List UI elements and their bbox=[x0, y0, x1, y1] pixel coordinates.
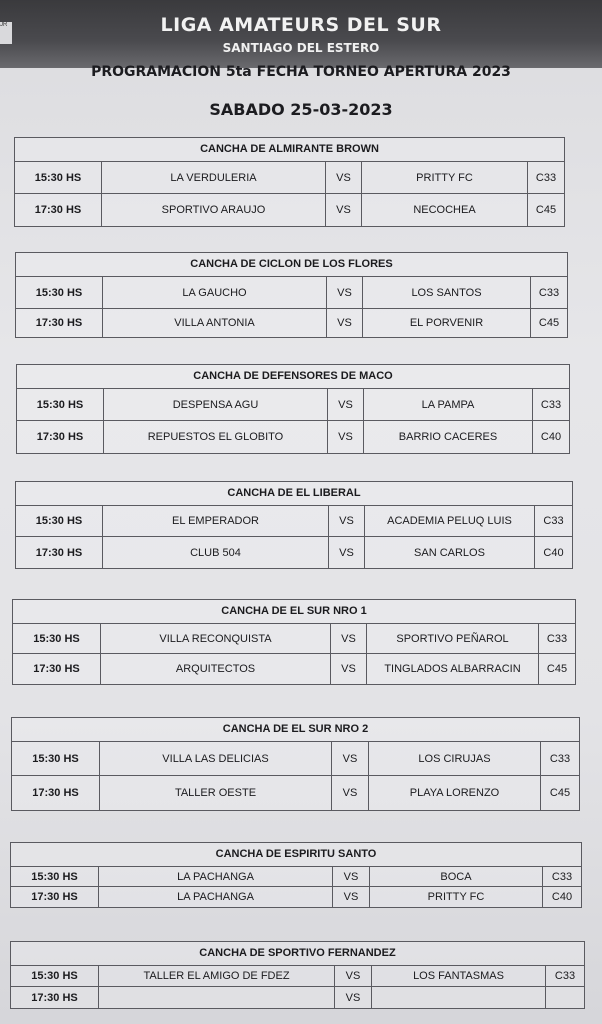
away-team: NECOCHEA bbox=[362, 194, 528, 226]
venue-block bbox=[12, 599, 576, 685]
home-team: LA GAUCHO bbox=[103, 277, 327, 308]
match-time: 17:30 HS bbox=[12, 776, 100, 810]
match-row bbox=[12, 776, 579, 810]
away-team: ACADEMIA PELUQ LUIS bbox=[365, 506, 535, 536]
match-time: 17:30 HS bbox=[16, 537, 103, 568]
program-title: PROGRAMACION 5ta FECHA TORNEO APERTURA 2023 bbox=[91, 64, 511, 80]
venue-block bbox=[16, 364, 570, 454]
match-row bbox=[11, 966, 584, 987]
home-team: SPORTIVO ARAUJO bbox=[102, 194, 326, 226]
venue-block bbox=[14, 137, 565, 227]
vs-label: VS bbox=[331, 624, 367, 653]
venue-title: CANCHA DE SPORTIVO FERNANDEZ bbox=[11, 942, 584, 966]
away-team: BARRIO CACERES bbox=[364, 421, 533, 453]
home-team: VILLA LAS DELICIAS bbox=[100, 742, 332, 775]
category: C33 bbox=[546, 632, 568, 645]
home-team: LA PACHANGA bbox=[99, 887, 333, 907]
match-row bbox=[16, 309, 567, 337]
date-title: SABADO 25-03-2023 bbox=[209, 100, 393, 119]
league-title: LIGA AMATEURS DEL SUR bbox=[160, 14, 442, 36]
category: C45 bbox=[535, 204, 557, 216]
match-time: 15:30 HS bbox=[16, 506, 103, 536]
match-time: 15:30 HS bbox=[11, 966, 99, 986]
category: C45 bbox=[538, 317, 560, 329]
match-time: 15:30 HS bbox=[13, 624, 101, 653]
away-team: PLAYA LORENZO bbox=[369, 776, 541, 810]
venue-block bbox=[10, 941, 585, 1009]
home-team: LA VERDULERIA bbox=[102, 162, 326, 193]
match-row bbox=[17, 389, 569, 421]
away-team: PRITTY FC bbox=[362, 162, 528, 193]
category: C33 bbox=[549, 752, 571, 765]
match-row bbox=[13, 624, 575, 654]
match-time: 17:30 HS bbox=[11, 987, 99, 1008]
venue-title: CANCHA DE EL LIBERAL bbox=[16, 482, 572, 506]
vs-label: VS bbox=[332, 742, 369, 775]
match-time: 15:30 HS bbox=[17, 389, 104, 420]
match-time: 17:30 HS bbox=[13, 654, 101, 684]
venue-block bbox=[10, 842, 582, 908]
away-team: SPORTIVO PEÑAROL bbox=[367, 624, 539, 653]
vs-label: VS bbox=[328, 421, 364, 453]
venue-block bbox=[11, 717, 580, 811]
home-team: TALLER OESTE bbox=[100, 776, 332, 810]
category: C33 bbox=[543, 515, 564, 527]
match-row bbox=[13, 654, 575, 684]
vs-label: VS bbox=[333, 867, 370, 886]
away-team: SAN CARLOS bbox=[365, 537, 535, 568]
away-team: TINGLADOS ALBARRACIN bbox=[367, 654, 539, 684]
category: C45 bbox=[546, 663, 568, 675]
vs-label: VS bbox=[331, 654, 367, 684]
home-team: LA PACHANGA bbox=[99, 867, 333, 886]
home-team: VILLA ANTONIA bbox=[103, 309, 327, 337]
away-team: LA PAMPA bbox=[364, 389, 533, 420]
match-time: 15:30 HS bbox=[15, 162, 102, 193]
vs-label: VS bbox=[335, 966, 372, 986]
vs-label: VS bbox=[328, 389, 364, 420]
match-time: 15:30 HS bbox=[16, 277, 103, 308]
category: C33 bbox=[538, 286, 560, 299]
match-time: 17:30 HS bbox=[17, 421, 104, 453]
home-team bbox=[99, 987, 335, 1008]
vs-label: VS bbox=[329, 506, 365, 536]
match-row bbox=[16, 506, 572, 537]
venue-block bbox=[15, 481, 573, 569]
venue-block bbox=[15, 252, 568, 338]
venue-title: CANCHA DE DEFENSORES DE MACO bbox=[17, 365, 569, 389]
home-team: TALLER EL AMIGO DE FDEZ bbox=[99, 966, 335, 986]
away-team: LOS CIRUJAS bbox=[369, 742, 541, 775]
match-row bbox=[16, 537, 572, 568]
venue-title: CANCHA DE ESPIRITU SANTO bbox=[11, 843, 581, 867]
away-team: EL PORVENIR bbox=[363, 309, 531, 337]
league-city: SANTIAGO DEL ESTERO bbox=[222, 41, 380, 55]
match-row bbox=[16, 277, 567, 309]
category: C33 bbox=[554, 970, 576, 982]
vs-label: VS bbox=[327, 277, 363, 308]
logo-stub: JR bbox=[0, 22, 12, 44]
away-team: PRITTY FC bbox=[370, 887, 543, 907]
home-team: CLUB 504 bbox=[103, 537, 329, 568]
match-time: 17:30 HS bbox=[15, 194, 102, 226]
vs-label: VS bbox=[332, 776, 369, 810]
vs-label: VS bbox=[327, 309, 363, 337]
venue-title: CANCHA DE CICLON DE LOS FLORES bbox=[16, 253, 567, 277]
vs-label: VS bbox=[326, 194, 362, 226]
match-time: 17:30 HS bbox=[16, 309, 103, 337]
match-row bbox=[11, 987, 584, 1008]
match-time: 15:30 HS bbox=[11, 867, 99, 886]
category: C40 bbox=[543, 546, 564, 559]
away-team: LOS FANTASMAS bbox=[372, 966, 546, 986]
category: C45 bbox=[549, 787, 571, 799]
away-team bbox=[372, 987, 546, 1008]
home-team: EL EMPERADOR bbox=[103, 506, 329, 536]
venue-title: CANCHA DE EL SUR NRO 2 bbox=[12, 718, 579, 742]
home-team: VILLA RECONQUISTA bbox=[101, 624, 331, 653]
vs-label: VS bbox=[329, 537, 365, 568]
match-time: 15:30 HS bbox=[12, 742, 100, 775]
venue-title: CANCHA DE EL SUR NRO 1 bbox=[13, 600, 575, 624]
venue-title: CANCHA DE ALMIRANTE BROWN bbox=[15, 138, 564, 162]
home-team: REPUESTOS EL GLOBITO bbox=[104, 421, 328, 453]
match-time: 17:30 HS bbox=[11, 887, 99, 907]
home-team: ARQUITECTOS bbox=[101, 654, 331, 684]
category: C33 bbox=[551, 870, 573, 883]
home-team: DESPENSA AGU bbox=[104, 389, 328, 420]
vs-label: VS bbox=[335, 987, 372, 1008]
category: C33 bbox=[540, 398, 562, 411]
match-row bbox=[17, 421, 569, 453]
away-team: LOS SANTOS bbox=[363, 277, 531, 308]
vs-label: VS bbox=[333, 887, 370, 907]
category: C40 bbox=[540, 431, 562, 443]
away-team: BOCA bbox=[370, 867, 543, 886]
match-row bbox=[15, 194, 564, 226]
vs-label: VS bbox=[326, 162, 362, 193]
match-row bbox=[15, 162, 564, 194]
category: C40 bbox=[551, 891, 573, 903]
match-row bbox=[12, 742, 579, 776]
match-row bbox=[11, 887, 581, 907]
match-row bbox=[11, 867, 581, 887]
category: C33 bbox=[535, 171, 557, 184]
category bbox=[546, 987, 584, 1008]
